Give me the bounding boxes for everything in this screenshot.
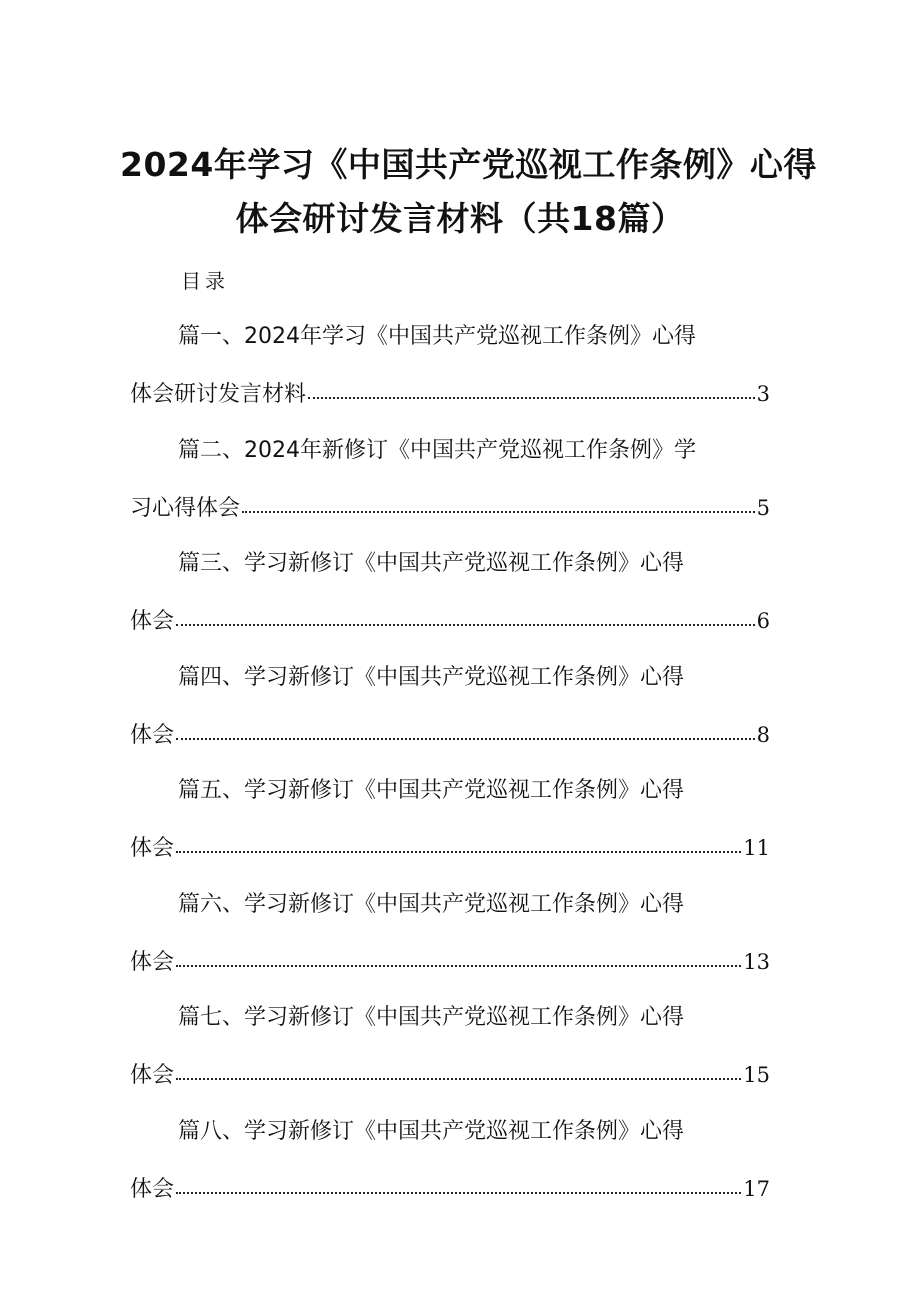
toc-page-number: 15 [743,1063,770,1087]
toc-dot-leader [176,734,755,740]
toc-entry-title-cont: 体会 [130,836,175,861]
toc-entry-continuation [130,377,770,412]
toc-dot-leader [242,507,755,513]
toc-entry-continuation [130,491,770,526]
toc-dot-leader [176,961,741,967]
toc-entry-title: 篇五、学习新修订《中国共产党巡视工作条例》心得 [178,778,685,803]
toc-entry[interactable] [130,541,770,655]
toc-page-number: 6 [756,609,770,633]
toc-entry-continuation [130,1172,770,1207]
toc-entry-continuation [130,604,770,639]
toc-entry-continuation [130,1058,770,1093]
toc-page-number: 13 [743,949,770,974]
toc-entry-title: 篇六、学习新修订《中国共产党巡视工作条例》心得 [178,891,685,917]
title-line-2: 体会研讨发言材料（共18篇） [235,199,685,238]
toc-entry-continuation [130,831,770,866]
toc-page-number: 11 [743,836,770,860]
toc-entry-title-cont: 体会 [130,949,175,975]
toc-entry[interactable] [130,428,770,542]
toc-page-number: 5 [756,495,770,520]
toc-entry[interactable] [130,314,770,428]
toc-page-number: 17 [743,1176,770,1201]
toc-entry[interactable] [130,768,770,882]
toc-dot-leader [176,620,755,626]
toc-dot-leader [308,393,755,399]
table-of-contents [130,314,770,1222]
toc-dot-leader [176,1074,741,1080]
toc-entry-title: 篇七、学习新修订《中国共产党巡视工作条例》心得 [178,1005,685,1030]
toc-page-number: 3 [756,382,770,406]
toc-dot-leader [176,847,741,853]
toc-dot-leader [176,1188,741,1194]
toc-entry-title-cont: 习心得体会 [130,495,241,521]
toc-entry[interactable] [130,882,770,996]
toc-page-number: 8 [756,722,770,747]
toc-entry-title-cont: 体会 [130,1176,175,1202]
toc-entry-title: 篇八、学习新修订《中国共产党巡视工作条例》心得 [178,1118,685,1144]
toc-entry[interactable] [130,995,770,1109]
title-line-1: 2024年学习《中国共产党巡视工作条例》心得 [120,145,817,184]
toc-entry-continuation [130,945,770,980]
toc-entry-title-cont: 体会研讨发言材料 [130,382,307,407]
toc-entry-title: 篇二、2024年新修订《中国共产党巡视工作条例》学 [178,437,696,463]
toc-entry-title: 篇三、学习新修订《中国共产党巡视工作条例》心得 [178,551,685,576]
toc-entry-continuation [130,718,770,753]
toc-entry-title-cont: 体会 [130,609,175,634]
toc-entry-title-cont: 体会 [130,1063,175,1088]
toc-entry[interactable] [130,1109,770,1223]
toc-heading: 目录 [181,269,229,293]
toc-entry-title: 篇四、学习新修订《中国共产党巡视工作条例》心得 [178,664,685,690]
document-title [120,138,817,246]
toc-entry[interactable] [130,655,770,769]
toc-entry-title: 篇一、2024年学习《中国共产党巡视工作条例》心得 [178,324,696,349]
toc-entry-title-cont: 体会 [130,722,175,748]
